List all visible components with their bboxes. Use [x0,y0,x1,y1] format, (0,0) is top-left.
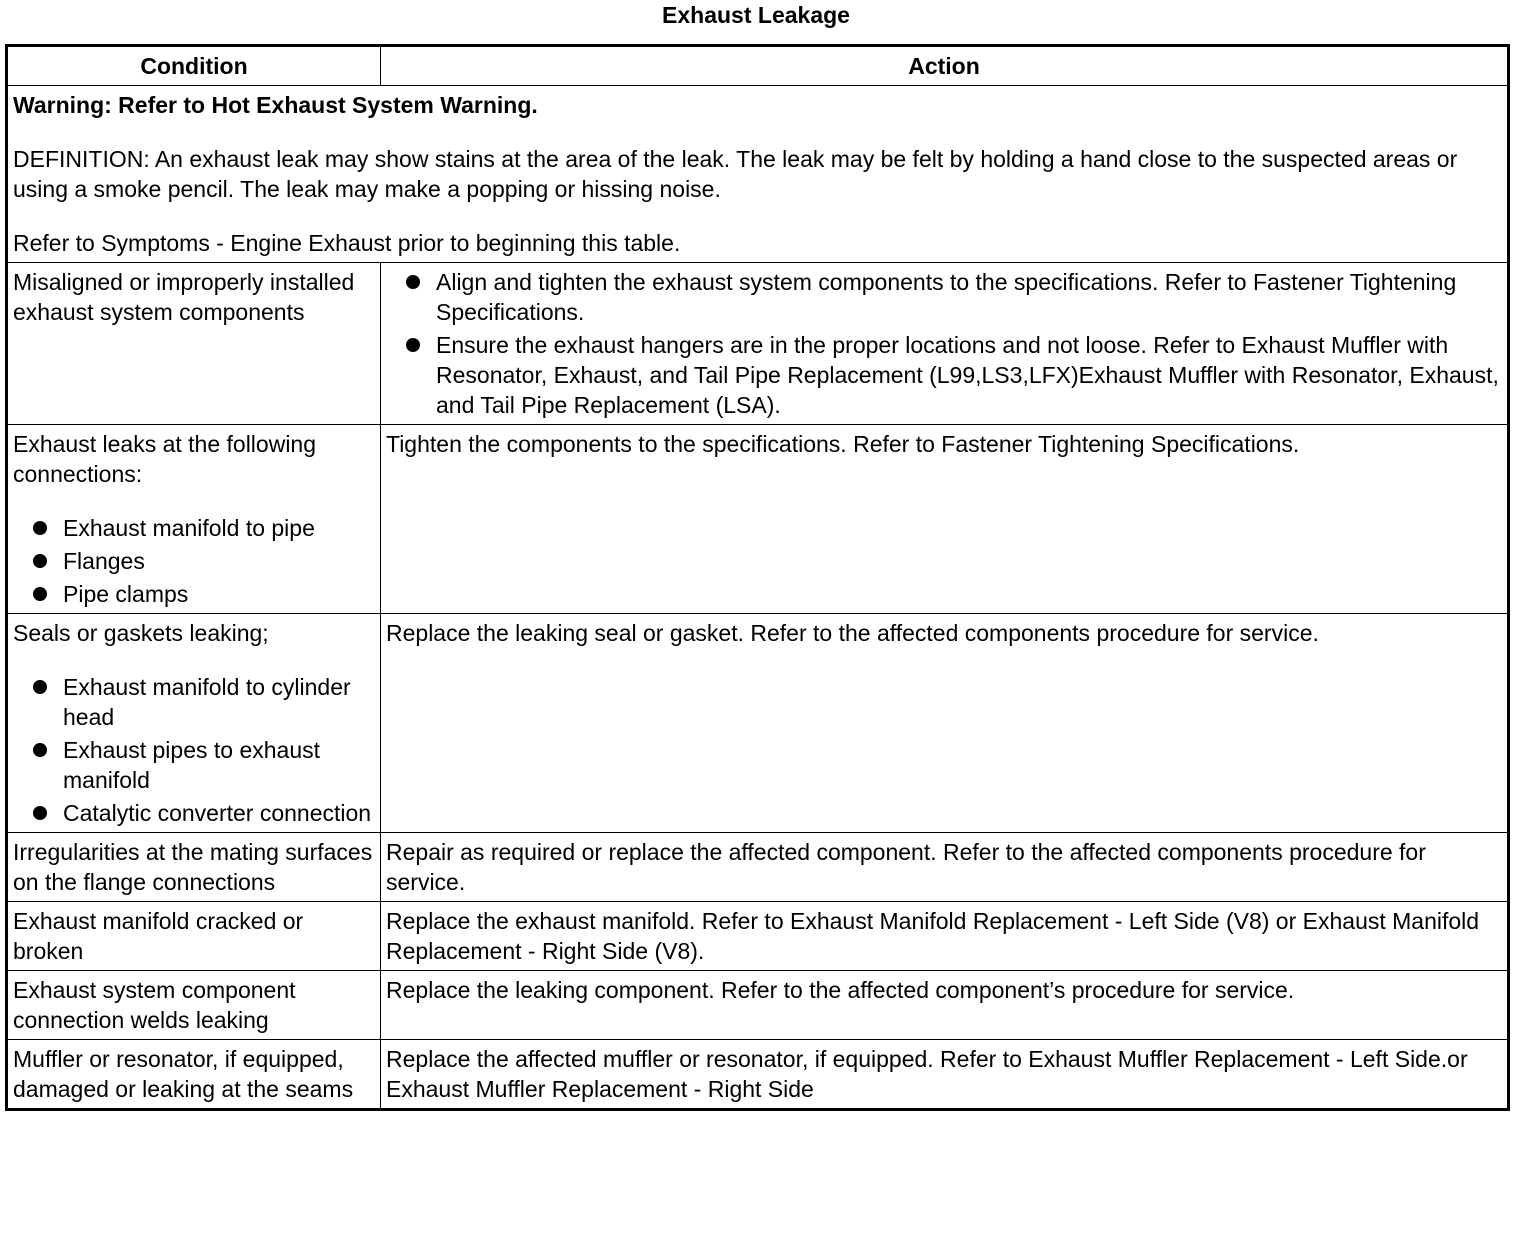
condition-cell [7,425,381,614]
action-header: Action [381,46,1509,86]
bullet-icon [406,338,420,352]
action-item-text: Ensure the exhaust hangers are in the proper locations and not loose. Refer to Exhaust Muffler with Resonator, Exhaust, and Tail Pipe Replacement (L99,LS3,LFX)Exhaust Muffler with Resonator, Exhaust, and Tail Pipe Replacement (LSA). [436,332,1499,418]
table-row [7,833,1509,902]
condition-cell: Exhaust manifold cracked or broken [7,902,381,971]
action-item-text: Align and tighten the exhaust system components to the specifications. Refer to Fastener Tightening Specifications. [436,269,1457,325]
table-row [7,263,1509,425]
header-row [7,46,1509,86]
condition-item-text: Exhaust manifold to pipe [63,515,315,541]
action-cell: Repair as required or replace the affected component. Refer to the affected components procedure for service. [381,833,1509,902]
condition-item-text: Flanges [63,548,145,574]
condition-cell: Exhaust system component connection welds leaking [7,971,381,1040]
action-cell: Tighten the components to the specifications. Refer to Fastener Tightening Specifications. [381,425,1509,614]
condition-cell [7,614,381,833]
condition-cell: Misaligned or improperly installed exhaust system components [7,263,381,425]
condition-list [13,672,375,828]
bullet-icon [406,275,420,289]
action-cell: Replace the exhaust manifold. Refer to Exhaust Manifold Replacement - Left Side (V8) or Exhaust Manifold Replacement - Right Side (V8). [381,902,1509,971]
table-row [7,902,1509,971]
bullet-icon [33,521,47,535]
action-cell [381,263,1509,425]
list-item [13,513,375,543]
action-list [386,267,1502,420]
bullet-icon [33,554,47,568]
warning-text: Warning: Refer to Hot Exhaust System Warning. [13,92,538,118]
table-row [7,971,1509,1040]
condition-text: Seals or gaskets leaking; [13,620,269,646]
condition-item-text: Exhaust manifold to cylinder head [63,674,351,730]
condition-header: Condition [7,46,381,86]
bullet-icon [33,587,47,601]
list-item [386,267,1502,327]
condition-item-text: Catalytic converter connection [63,800,372,826]
notice-row [7,86,1509,263]
refer-text: Refer to Symptoms - Engine Exhaust prior to beginning this table. [13,230,681,256]
list-item [13,735,375,795]
action-cell: Replace the leaking seal or gasket. Refer to the affected components procedure for service. [381,614,1509,833]
page-title: Exhaust Leakage [662,2,850,28]
condition-item-text: Exhaust pipes to exhaust manifold [63,737,320,793]
notice-cell [7,86,1509,263]
list-item [13,579,375,609]
list-item [386,330,1502,420]
table-row [7,614,1509,833]
list-item [13,546,375,576]
diagnostic-table [5,44,1510,1111]
condition-text: Exhaust leaks at the following connections: [13,431,317,487]
bullet-icon [33,806,47,820]
list-item [13,672,375,732]
condition-item-text: Pipe clamps [63,581,189,607]
condition-list [13,513,375,609]
table-row [7,1040,1509,1110]
bullet-icon [33,743,47,757]
action-cell: Replace the leaking component. Refer to the affected component’s procedure for service. [381,971,1509,1040]
definition-text: DEFINITION: An exhaust leak may show stains at the area of the leak. The leak may be felt by holding a hand close to the suspected areas or using a smoke pencil. The leak may make a popping or hissing noise. [13,146,1458,202]
bullet-icon [33,680,47,694]
condition-cell: Irregularities at the mating surfaces on the flange connections [7,833,381,902]
action-cell: Replace the affected muffler or resonator, if equipped. Refer to Exhaust Muffler Replacement - Left Side.or Exhaust Muffler Replacement - Right Side [381,1040,1509,1110]
table-row [7,425,1509,614]
condition-cell: Muffler or resonator, if equipped, damaged or leaking at the seams [7,1040,381,1110]
list-item [13,798,375,828]
